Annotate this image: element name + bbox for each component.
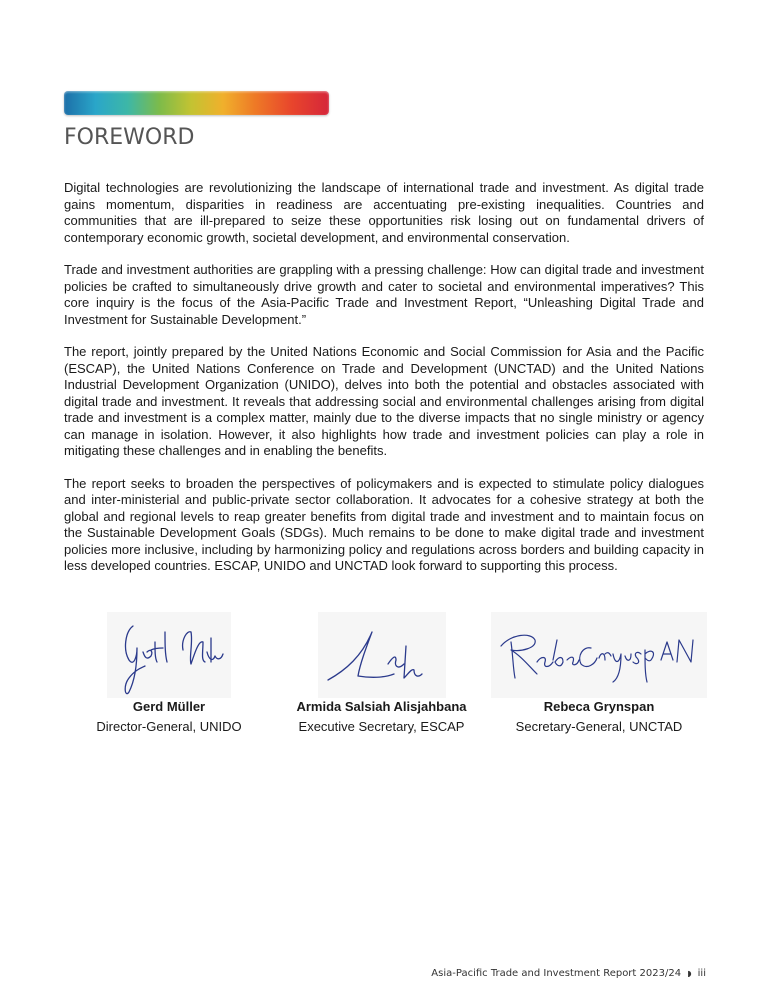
signatory-name: Gerd Müller [132,699,206,714]
signatory-block [484,612,714,736]
page-title: FOREWORD [64,125,195,150]
paragraph: Digital technologies are revolutionizing the landscape of international trade and investment. As digital trade gains momentum, disparities in readiness are accentuating pre-existing inequalities. Countries and communities that are ill-prepared to seize these opportunities risk losing out on fundamental drivers of contemporary economic growth, societal development, and environmental conservation. [64,180,704,245]
signatory-name: Armida Salsiah Alisjahbana [296,699,467,714]
signature-section [64,612,704,742]
signatory-block [64,612,274,736]
signature-image [318,612,446,698]
paragraph: Trade and investment authorities are grappling with a pressing challenge: How can digital trade and investment policies be crafted to simultaneously drive growth and cater to societal and environmental imperatives? This core inquiry is the focus of the Asia-Pacific Trade and Investment Report, “Unleashing Digital Trade and Investment for Sustainable Development.” [64,262,704,327]
signatory-title: Director-General, UNIDO [96,719,242,734]
signature-image [491,612,707,698]
foreword-body [64,180,704,591]
footer-marker-icon: ◗ [687,969,692,978]
paragraph: The report, jointly prepared by the United Nations Economic and Social Commission for Asia and the Pacific (ESCAP), the United Nations Conference on Trade and Development (UNCTAD) and the United Nations Industrial Development Organization (UNIDO), delves into both the potential and obstacles associated with digital trade and investment. It reveals that addressing social and environmental challenges arising from digital trade and investment is a complex matter, mainly due to the diverse impacts that no single ministry or agency can manage in isolation. However, it also highlights how trade and investment policies can play a role in mitigating these challenges and in enabling the benefits. [64,344,704,458]
signatory-title: Secretary-General, UNCTAD [515,719,683,734]
signatory-block [284,612,479,736]
page-footer [431,968,706,979]
signature-image [107,612,231,698]
signatory-name: Rebeca Grynspan [543,699,655,714]
decorative-gradient-bar [64,91,329,115]
paragraph: The report seeks to broaden the perspectives of policymakers and is expected to stimulate policy dialogues and inter-ministerial and public-private sector collaboration. It advocates for a cohesive strategy at both the global and regional levels to reap greater benefits from digital trade and investment and to maintain focus on the Sustainable Development Goals (SDGs). Much remains to be done to make digital trade and investment policies more inclusive, including by harmonizing policy and regulations across borders and building capacity in less developed countries. ESCAP, UNIDO and UNCTAD look forward to supporting this process. [64,475,704,573]
signatory-title: Executive Secretary, ESCAP [298,719,465,734]
page-number: iii [697,968,706,979]
report-title: Asia-Pacific Trade and Investment Report 2023/24 [431,968,682,979]
